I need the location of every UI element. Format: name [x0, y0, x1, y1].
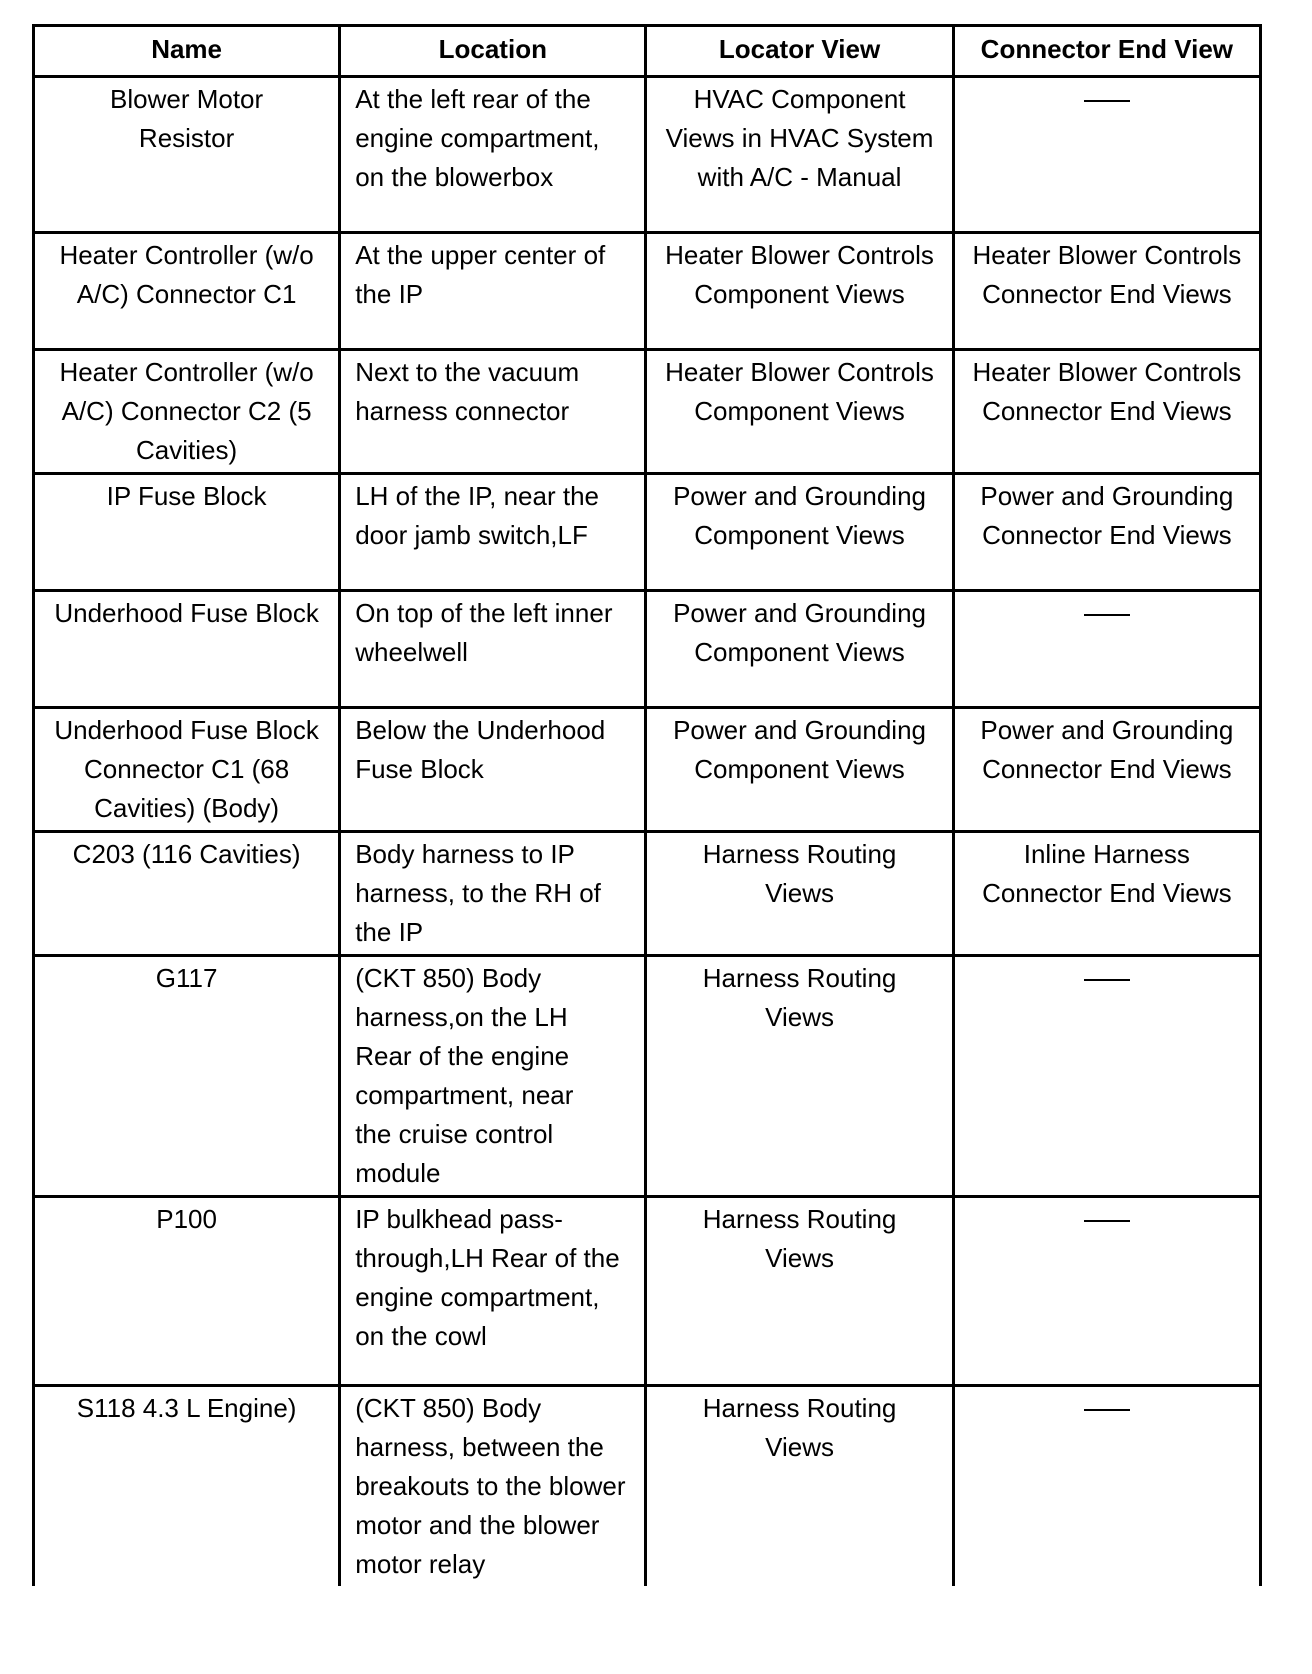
- cell-locator-view: [646, 233, 953, 350]
- location-text: IP bulkhead pass-through,LH Rear of the engine compartment, on the cowl: [355, 1204, 620, 1351]
- cell-location: [340, 77, 646, 233]
- name-text: Blower Motor Resistor: [110, 84, 264, 153]
- cell-connector-end-view: [953, 956, 1260, 1197]
- table-row: [34, 832, 1261, 956]
- page: [32, 24, 1272, 1586]
- location-text: LH of the IP, near the door jamb switch,LF: [355, 481, 600, 550]
- cell-locator-view: [646, 832, 953, 956]
- name-text: P100: [156, 1204, 217, 1234]
- component-locator-table: [32, 24, 1262, 1586]
- cell-name: [34, 591, 340, 708]
- cell-name: [34, 474, 340, 591]
- locator-view-text: Harness Routing Views: [702, 1393, 897, 1462]
- cell-location: [340, 474, 646, 591]
- cell-connector-end-view: [953, 1386, 1260, 1587]
- name-text: C203 (116 Cavities): [72, 839, 301, 869]
- empty-dash: [1084, 614, 1130, 616]
- header-name: Name: [34, 26, 340, 77]
- table-row: [34, 474, 1261, 591]
- cell-name: [34, 1386, 340, 1587]
- cell-connector-end-view: [953, 708, 1260, 832]
- cell-locator-view: [646, 474, 953, 591]
- connector-end-view-text: Power and Grounding Connector End Views: [980, 715, 1234, 784]
- cell-connector-end-view: [953, 77, 1260, 233]
- cell-connector-end-view: [953, 233, 1260, 350]
- cell-connector-end-view: [953, 591, 1260, 708]
- cell-connector-end-view: [953, 1197, 1260, 1386]
- header-row: [34, 26, 1261, 77]
- name-text: S118 4.3 L Engine): [76, 1393, 297, 1423]
- locator-view-text: HVAC Component Views in HVAC System with A/C - Manual: [665, 84, 934, 192]
- empty-dash: [1084, 1409, 1130, 1411]
- cell-locator-view: [646, 708, 953, 832]
- cell-location: [340, 1197, 646, 1386]
- cell-name: [34, 832, 340, 956]
- cell-locator-view: [646, 956, 953, 1197]
- cell-location: [340, 591, 646, 708]
- cell-connector-end-view: [953, 474, 1260, 591]
- cell-locator-view: [646, 1386, 953, 1587]
- cell-name: [34, 956, 340, 1197]
- cell-name: [34, 350, 340, 474]
- table-row: [34, 591, 1261, 708]
- connector-end-view-text: Inline Harness Connector End Views: [982, 839, 1232, 908]
- header-connector-end-view: Connector End View: [953, 26, 1260, 77]
- cell-locator-view: [646, 591, 953, 708]
- location-text: Next to the vacuum harness connector: [355, 357, 580, 426]
- name-text: IP Fuse Block: [106, 481, 267, 511]
- connector-end-view-text: Power and Grounding Connector End Views: [980, 481, 1234, 550]
- empty-dash: [1084, 1220, 1130, 1222]
- location-text: (CKT 850) Body harness,on the LH Rear of the engine compartment, near the cruise control module: [355, 963, 574, 1188]
- empty-dash: [1084, 100, 1130, 102]
- cell-location: [340, 1386, 646, 1587]
- cell-connector-end-view: [953, 832, 1260, 956]
- locator-view-text: Heater Blower Controls Component Views: [665, 357, 934, 426]
- cell-locator-view: [646, 350, 953, 474]
- cell-name: [34, 1197, 340, 1386]
- name-text: Underhood Fuse Block: [54, 598, 319, 628]
- header-location: Location: [340, 26, 646, 77]
- cell-location: [340, 350, 646, 474]
- cell-location: [340, 233, 646, 350]
- name-text: G117: [155, 963, 218, 993]
- location-text: At the left rear of the engine compartment, on the blowerbox: [355, 84, 600, 192]
- location-text: (CKT 850) Body harness, between the breakouts to the blower motor and the blower motor relay: [355, 1393, 626, 1579]
- cell-location: [340, 956, 646, 1197]
- cell-name: [34, 708, 340, 832]
- cell-locator-view: [646, 1197, 953, 1386]
- location-text: Below the Underhood Fuse Block: [355, 715, 606, 784]
- table-row: [34, 1197, 1261, 1386]
- name-text: Heater Controller (w/o A/C) Connector C1: [59, 240, 314, 309]
- cell-location: [340, 832, 646, 956]
- location-text: Body harness to IP harness, to the RH of the IP: [355, 839, 601, 947]
- empty-dash: [1084, 979, 1130, 981]
- table-row: [34, 708, 1261, 832]
- table-row: [34, 1386, 1261, 1587]
- header-locator-view: Locator View: [646, 26, 953, 77]
- locator-view-text: Power and Grounding Component Views: [673, 715, 927, 784]
- table-row: [34, 233, 1261, 350]
- cell-locator-view: [646, 77, 953, 233]
- cell-name: [34, 233, 340, 350]
- name-text: Underhood Fuse Block Connector C1 (68 Cavities) (Body): [54, 715, 319, 823]
- connector-end-view-text: Heater Blower Controls Connector End Views: [972, 240, 1242, 309]
- table-row: [34, 956, 1261, 1197]
- name-text: Heater Controller (w/o A/C) Connector C2 (5 Cavities): [59, 357, 314, 465]
- table-row: [34, 77, 1261, 233]
- location-text: On top of the left inner wheelwell: [355, 598, 613, 667]
- locator-view-text: Power and Grounding Component Views: [673, 481, 927, 550]
- locator-view-text: Harness Routing Views: [702, 1204, 897, 1273]
- location-text: At the upper center of the IP: [355, 240, 606, 309]
- table-row: [34, 350, 1261, 474]
- cell-location: [340, 708, 646, 832]
- connector-end-view-text: Heater Blower Controls Connector End Views: [972, 357, 1242, 426]
- locator-view-text: Harness Routing Views: [702, 839, 897, 908]
- locator-view-text: Heater Blower Controls Component Views: [665, 240, 934, 309]
- locator-view-text: Power and Grounding Component Views: [673, 598, 927, 667]
- cell-connector-end-view: [953, 350, 1260, 474]
- cell-name: [34, 77, 340, 233]
- locator-view-text: Harness Routing Views: [702, 963, 897, 1032]
